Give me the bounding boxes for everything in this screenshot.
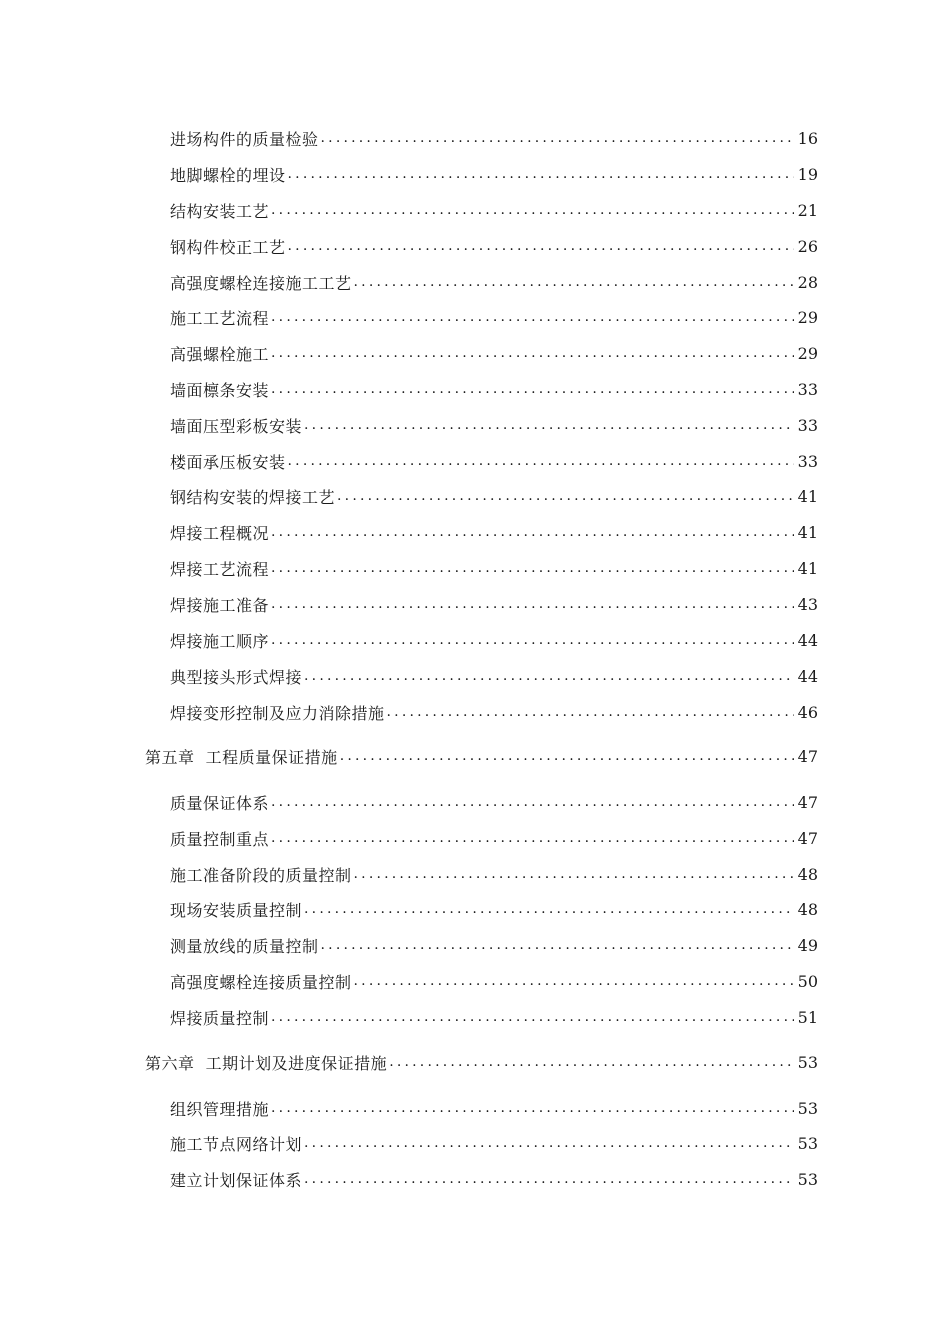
toc-entry-label: 测量放线的质量控制 [170, 936, 319, 956]
toc-entry-label: 地脚螺栓的埋设 [170, 165, 286, 185]
toc-entry-label: 组织管理措施 [170, 1099, 270, 1119]
toc-page-number: 19 [797, 164, 818, 184]
toc-leader-dots [269, 830, 794, 846]
toc-entry-label: 钢构件校正工艺 [170, 237, 286, 257]
toc-page-number: 48 [797, 899, 818, 919]
toc-leader-dots [286, 238, 794, 254]
toc-entry[interactable] [170, 375, 818, 403]
toc-entry[interactable] [170, 339, 818, 367]
toc-entry-label: 现场安装质量控制 [170, 900, 303, 920]
toc-entry-label: 施工工艺流程 [170, 308, 270, 328]
toc-page-number: 49 [797, 935, 818, 955]
toc-entry[interactable] [170, 590, 818, 618]
toc-entry[interactable] [170, 967, 818, 995]
toc-entry-label: 墙面压型彩板安装 [170, 416, 303, 436]
toc-entry-label: 焊接施工顺序 [170, 631, 270, 651]
toc-page-number: 33 [797, 415, 818, 435]
toc-entry[interactable] [170, 411, 818, 439]
toc-entry-label: 高强度螺栓连接质量控制 [170, 972, 352, 992]
toc-entry[interactable] [170, 626, 818, 654]
toc-leader-dots [286, 166, 794, 182]
toc-entry[interactable] [170, 482, 818, 510]
toc-entry[interactable] [170, 1094, 818, 1122]
toc-entry[interactable] [170, 824, 818, 852]
toc-page-number: 26 [797, 236, 818, 256]
toc-leader-dots [269, 596, 794, 612]
toc-entry-label: 施工准备阶段的质量控制 [170, 865, 352, 885]
toc-page-number: 51 [797, 1007, 818, 1027]
toc-entry[interactable] [170, 268, 818, 296]
toc-leader-dots [352, 866, 794, 882]
toc-leader-dots [302, 1135, 794, 1151]
toc-leader-dots [269, 1100, 794, 1116]
toc-entry[interactable] [170, 196, 818, 224]
toc-entry[interactable] [170, 860, 818, 888]
toc-leader-dots [302, 417, 794, 433]
toc-page-number: 41 [797, 522, 818, 542]
toc-page-number: 47 [797, 746, 818, 766]
toc-chapter-entry[interactable] [145, 742, 818, 770]
toc-page-number: 33 [797, 379, 818, 399]
toc-entry-label: 焊接变形控制及应力消除措施 [170, 703, 385, 723]
toc-leader-dots [319, 130, 794, 146]
toc-entry-label: 焊接工艺流程 [170, 559, 270, 579]
toc-leader-dots [269, 560, 794, 576]
toc-page-number: 48 [797, 864, 818, 884]
toc-entry-label: 焊接施工准备 [170, 595, 270, 615]
toc-entry[interactable] [170, 1129, 818, 1157]
toc-leader-dots [335, 488, 794, 504]
toc-leader-dots [302, 668, 794, 684]
toc-chapter-entry[interactable] [145, 1048, 818, 1076]
toc-leader-dots [302, 901, 794, 917]
toc-page-number: 53 [797, 1169, 818, 1189]
toc-leader-dots [302, 1171, 794, 1187]
toc-entry-label: 焊接工程概况 [170, 523, 270, 543]
toc-page-number: 53 [797, 1052, 818, 1072]
toc-leader-dots [269, 1009, 794, 1025]
toc-entry[interactable] [170, 1003, 818, 1031]
toc-leader-dots [338, 748, 794, 764]
toc-page-number: 53 [797, 1098, 818, 1118]
toc-leader-dots [387, 1054, 793, 1070]
toc-entry[interactable] [170, 518, 818, 546]
toc-entry[interactable] [170, 931, 818, 959]
toc-page-number: 21 [797, 200, 818, 220]
toc-entry-label: 钢结构安装的焊接工艺 [170, 487, 336, 507]
toc-page-number: 28 [797, 272, 818, 292]
toc-entry-label: 楼面承压板安装 [170, 452, 286, 472]
toc-entry[interactable] [170, 160, 818, 188]
toc-entry[interactable] [170, 124, 818, 152]
toc-entry-label: 典型接头形式焊接 [170, 667, 303, 687]
toc-page-number: 33 [797, 451, 818, 471]
toc-chapter-label: 第五章 工程质量保证措施 [145, 747, 338, 767]
toc-page-number: 47 [797, 828, 818, 848]
toc-leader-dots [319, 937, 794, 953]
toc-entry[interactable] [170, 303, 818, 331]
toc-entry-label: 高强度螺栓连接施工工艺 [170, 273, 352, 293]
toc-leader-dots [385, 704, 794, 720]
toc-entry-label: 焊接质量控制 [170, 1008, 270, 1028]
toc-leader-dots [352, 274, 794, 290]
toc-chapter-label: 第六章 工期计划及进度保证措施 [145, 1053, 388, 1073]
toc-page-number: 53 [797, 1133, 818, 1153]
toc-page-number: 47 [797, 792, 818, 812]
toc-page-number: 44 [797, 666, 818, 686]
toc-page-number: 16 [797, 128, 818, 148]
toc-entry-label: 施工节点网络计划 [170, 1134, 303, 1154]
toc-entry[interactable] [170, 447, 818, 475]
toc-entry-label: 建立计划保证体系 [170, 1170, 303, 1190]
toc-page-number: 46 [797, 702, 818, 722]
toc-entry-label: 进场构件的质量检验 [170, 129, 319, 149]
toc-entry-label: 质量控制重点 [170, 829, 270, 849]
toc-leader-dots [269, 524, 794, 540]
toc-page-number: 29 [797, 343, 818, 363]
toc-leader-dots [286, 453, 794, 469]
toc-page-number: 41 [797, 558, 818, 578]
toc-entry-label: 墙面檩条安装 [170, 380, 270, 400]
toc-leader-dots [269, 632, 794, 648]
toc-page-number: 50 [797, 971, 818, 991]
toc-entry[interactable] [170, 554, 818, 582]
toc-entry[interactable] [170, 698, 818, 726]
toc-entry-label: 高强螺栓施工 [170, 344, 270, 364]
toc-leader-dots [269, 381, 794, 397]
toc-entry[interactable] [170, 1165, 818, 1193]
toc-page-number: 29 [797, 307, 818, 327]
toc-entry[interactable] [170, 232, 818, 260]
toc-leader-dots [269, 345, 794, 361]
toc-leader-dots [269, 202, 794, 218]
toc-page-number: 44 [797, 630, 818, 650]
toc-leader-dots [352, 973, 794, 989]
toc-entry[interactable] [170, 662, 818, 690]
toc-entry[interactable] [170, 788, 818, 816]
toc-entry-label: 结构安装工艺 [170, 201, 270, 221]
toc-leader-dots [269, 309, 794, 325]
toc-leader-dots [269, 794, 794, 810]
toc-page-number: 41 [797, 486, 818, 506]
toc-entry-label: 质量保证体系 [170, 793, 270, 813]
toc-entry[interactable] [170, 895, 818, 923]
toc-page-number: 43 [797, 594, 818, 614]
